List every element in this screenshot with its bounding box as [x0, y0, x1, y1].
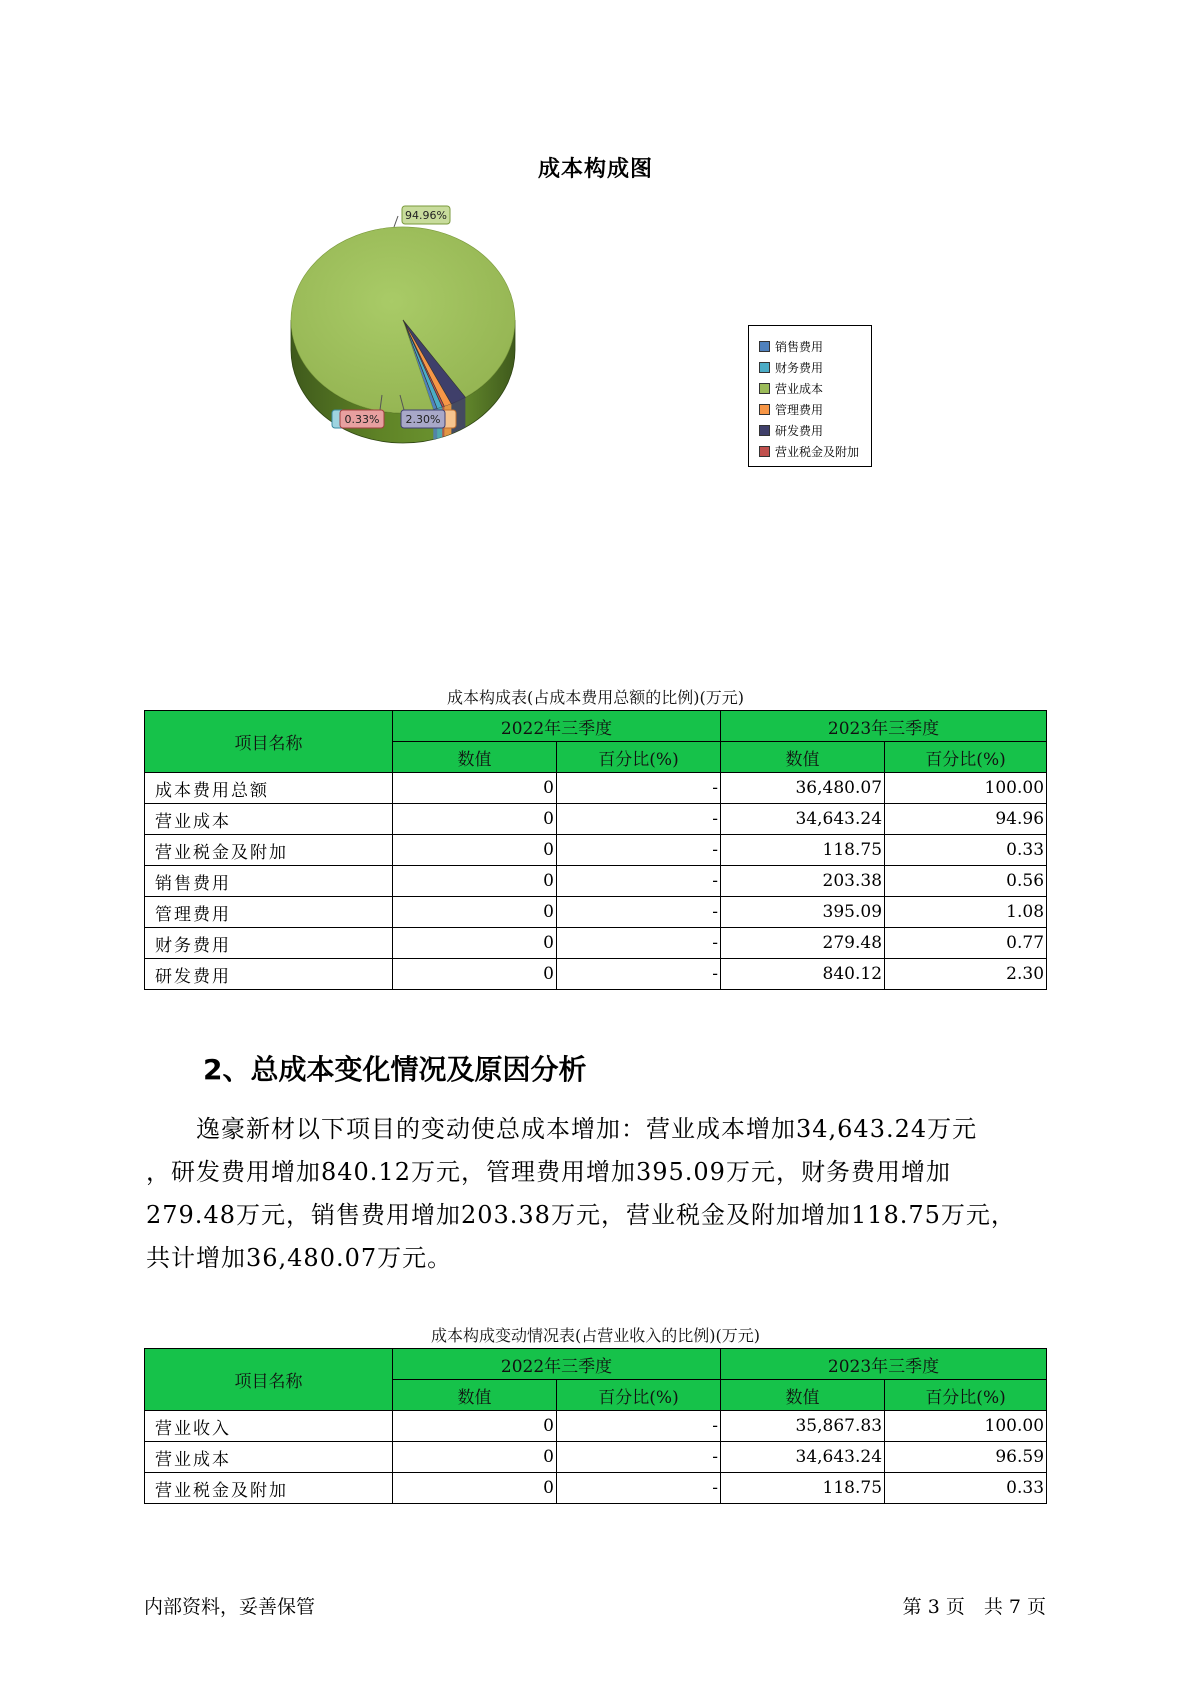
percent-2022: - [557, 835, 721, 866]
chart-legend [748, 325, 872, 467]
value-2022: 0 [393, 866, 557, 897]
value-2022: 0 [393, 835, 557, 866]
legend-item [759, 336, 863, 357]
row-name: 销售费用 [145, 866, 393, 897]
legend-item [759, 441, 863, 462]
table-row [145, 1442, 1047, 1473]
legend-item [759, 420, 863, 441]
percent-2022: - [557, 1473, 721, 1504]
table-row [145, 959, 1047, 990]
row-name: 营业税金及附加 [145, 835, 393, 866]
header-period-2023: 2023年三季度 [721, 1349, 1047, 1380]
percent-2023: 0.33 [885, 835, 1047, 866]
paragraph-line: 共计增加36,480.07万元。 [146, 1244, 453, 1272]
header-period-2022: 2022年三季度 [393, 711, 721, 742]
legend-item [759, 357, 863, 378]
percent-2022: - [557, 959, 721, 990]
paragraph-line: 逸豪新材以下项目的变动使总成本增加：营业成本增加34,643.24万元 [146, 1115, 978, 1143]
value-2023: 118.75 [721, 835, 885, 866]
legend-item [759, 399, 863, 420]
chart-title: 成本构成图 [537, 157, 653, 182]
percent-2023: 0.56 [885, 866, 1047, 897]
value-2022: 0 [393, 897, 557, 928]
pie-chart [290, 200, 550, 460]
header-value: 数值 [393, 742, 557, 773]
legend-swatch [759, 341, 770, 352]
percent-2023: 2.30 [885, 959, 1047, 990]
percent-2022: - [557, 804, 721, 835]
legend-label: 营业税金及附加 [775, 445, 860, 459]
value-2023: 279.48 [721, 928, 885, 959]
percent-2023: 94.96 [885, 804, 1047, 835]
percent-2022: - [557, 928, 721, 959]
value-2022: 0 [393, 773, 557, 804]
table-row [145, 928, 1047, 959]
header-period-2022: 2022年三季度 [393, 1349, 721, 1380]
legend-swatch [759, 446, 770, 457]
cost-structure-table [144, 710, 1047, 990]
value-2022: 0 [393, 959, 557, 990]
legend-label: 管理费用 [775, 403, 824, 417]
table-row [145, 1473, 1047, 1504]
analysis-paragraph [146, 1108, 1066, 1280]
header-value: 数值 [721, 1380, 885, 1411]
row-name: 研发费用 [145, 959, 393, 990]
value-2022: 0 [393, 1473, 557, 1504]
paragraph-line: ，研发费用增加840.12万元，管理费用增加395.09万元，财务费用增加 [146, 1158, 951, 1186]
data-label: 94.96% [405, 209, 447, 222]
row-name: 财务费用 [145, 928, 393, 959]
value-2022: 0 [393, 804, 557, 835]
header-item-name: 项目名称 [145, 711, 393, 773]
percent-2022: - [557, 773, 721, 804]
table-row [145, 804, 1047, 835]
legend-swatch [759, 425, 770, 436]
percent-2023: 96.59 [885, 1442, 1047, 1473]
percent-2023: 100.00 [885, 1411, 1047, 1442]
cost-change-table [144, 1348, 1047, 1504]
header-value: 数值 [393, 1380, 557, 1411]
header-period-2023: 2023年三季度 [721, 711, 1047, 742]
row-name: 管理费用 [145, 897, 393, 928]
value-2022: 0 [393, 1411, 557, 1442]
value-2023: 34,643.24 [721, 1442, 885, 1473]
data-label: 0.33% [344, 413, 380, 426]
header-percent: 百分比(%) [557, 1380, 721, 1411]
value-2023: 203.38 [721, 866, 885, 897]
legend-item [759, 378, 863, 399]
table-row [145, 1411, 1047, 1442]
legend-swatch [759, 362, 770, 373]
row-name: 营业成本 [145, 1442, 393, 1473]
row-name: 营业税金及附加 [145, 1473, 393, 1504]
table-row [145, 835, 1047, 866]
legend-label: 销售费用 [775, 340, 824, 354]
value-2022: 0 [393, 1442, 557, 1473]
value-2022: 0 [393, 928, 557, 959]
footer-note: 内部资料，妥善保管 [144, 1596, 316, 1618]
percent-2022: - [557, 1411, 721, 1442]
percent-2022: - [557, 866, 721, 897]
legend-label: 营业成本 [775, 382, 824, 396]
table-row [145, 897, 1047, 928]
paragraph-line: 279.48万元，销售费用增加203.38万元，营业税金及附加增加118.75万元， [146, 1201, 1016, 1229]
legend-swatch [759, 404, 770, 415]
percent-2022: - [557, 897, 721, 928]
row-name: 营业成本 [145, 804, 393, 835]
value-2023: 36,480.07 [721, 773, 885, 804]
row-name: 成本费用总额 [145, 773, 393, 804]
header-percent: 百分比(%) [557, 742, 721, 773]
percent-2023: 0.33 [885, 1473, 1047, 1504]
header-percent: 百分比(%) [885, 742, 1047, 773]
legend-label: 财务费用 [775, 361, 824, 375]
value-2023: 395.09 [721, 897, 885, 928]
value-2023: 118.75 [721, 1473, 885, 1504]
row-name: 营业收入 [145, 1411, 393, 1442]
header-item-name: 项目名称 [145, 1349, 393, 1411]
value-2023: 35,867.83 [721, 1411, 885, 1442]
header-percent: 百分比(%) [885, 1380, 1047, 1411]
section-heading: 2、总成本变化情况及原因分析 [203, 1053, 587, 1086]
percent-2023: 100.00 [885, 773, 1047, 804]
percent-2023: 1.08 [885, 897, 1047, 928]
legend-label: 研发费用 [775, 424, 824, 438]
table2-caption: 成本构成变动情况表(占营业收入的比例)(万元) [431, 1326, 760, 1345]
value-2023: 840.12 [721, 959, 885, 990]
data-label: 2.30% [405, 413, 441, 426]
value-2023: 34,643.24 [721, 804, 885, 835]
percent-2023: 0.77 [885, 928, 1047, 959]
table-row [145, 866, 1047, 897]
legend-swatch [759, 383, 770, 394]
table1-caption: 成本构成表(占成本费用总额的比例)(万元) [447, 688, 744, 707]
page-number: 第 3 页 共 7 页 [902, 1596, 1046, 1618]
percent-2022: - [557, 1442, 721, 1473]
header-value: 数值 [721, 742, 885, 773]
leader-line [394, 216, 398, 227]
table-row [145, 773, 1047, 804]
